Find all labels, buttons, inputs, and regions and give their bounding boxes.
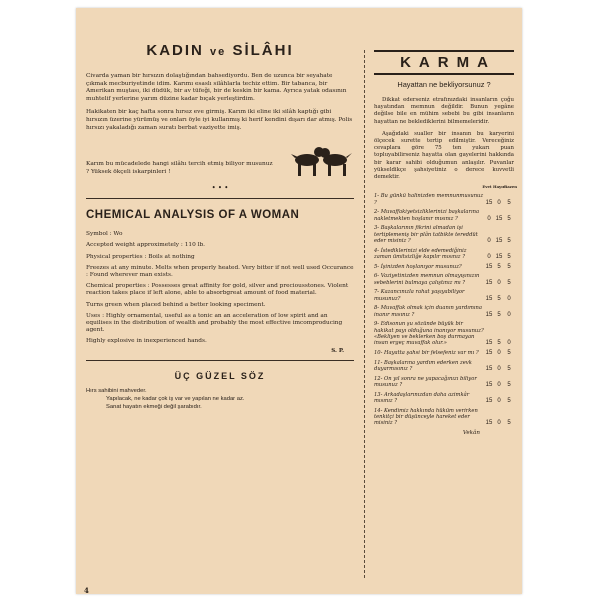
question-score: 5 [497, 263, 501, 270]
saying-line: Yapılacak, ne kadar çok iş var ve yapılan ne kadar az. [106, 395, 245, 402]
question-score: 0 [497, 199, 501, 206]
question-score: 15 [485, 420, 493, 427]
karma-intro: Dikkat ederseniz etrafınızdaki insanların çoğu hayatından memnun değildir. Bunun yegâne değilse bile en mühim sebebi bu gibi insanların hayattan ne beklediklerini bilmemeleridir. [374, 97, 514, 125]
question-text: 11- Başkalarına yardım ederken zevk duyarmısınız ? [374, 359, 472, 373]
kadin-paragraph: Karım bu mücadelede hangi silâhı tercih etmiş biliyor musunuz ? Yüksek ökçeli iskarpinleri ! [86, 160, 273, 175]
question-row [374, 408, 514, 427]
question-score: 0 [507, 295, 511, 302]
question-score: 0 [507, 340, 511, 347]
question-text: 2- Muvaffakiyetsizliklerinizi başkalarına nakletmekten hoşlanır mısınız ? [374, 209, 480, 222]
kadin-paragraph: Civarda yaman bir hırsızın dolaştığından bahsediyordu. Ben de uzunca bir seyahate çıkmak mecburiyetinde idim. Karımı esaslı silâhlarla techiz ettim. Bir tabanca, bir Amerikan muştası, iki düdük, bir av tüfeği, bir de keskin bir kama. Ayrıca yatak odasının muhtelif yerlerine yarım düzine kadar bıçak yerleştirdim. [86, 73, 347, 102]
section-ornament: • • • [211, 184, 229, 193]
page-number: 4 [84, 586, 89, 594]
question-row [374, 225, 514, 244]
question-text: 13- Arkadaşlarınızdan daha azimkâr mısınız ? [374, 391, 470, 405]
question-text: 7- Kazancınızla rahat yaşıyabiliyor musunuz? [374, 289, 465, 302]
kadin-article [86, 73, 354, 182]
question-score: 15 [495, 215, 503, 222]
fighting-dogs-illustration [290, 138, 354, 182]
question-score: 15 [485, 350, 493, 357]
chemical-row: Highly explosive in inexperienced hands. [86, 338, 207, 345]
left-column [86, 42, 354, 411]
saying-line: Sanat hayatın ekmeği değil şarabıdır. [106, 404, 202, 410]
karma-intro: Aşağıdaki sualler bir insanın bu karyerini ölçecek surette tertip edilmiştir. Vereceğiniz cevaplara göre 75 ten yukarı puan topluyabilirseniz hayatta olan gayelerini hakkında bir karar sahibi olduğumun anlaşılır. Puvanlar yükseldikçe şahsiyetiniz o derece kuvvetli demektir. [374, 130, 514, 181]
kadin-title: KADIN ve SİLÂHI [146, 42, 294, 59]
right-column [374, 50, 518, 437]
question-score: 15 [485, 311, 493, 318]
question-score: 15 [485, 398, 493, 405]
question-text: 1- Bu günkü halinizden memnunmusunuz ? [374, 193, 484, 206]
question-score: 15 [485, 382, 493, 389]
question-text: 8- Muvaffak olmak için duanın yardımına inanır mısınız ? [374, 305, 482, 318]
saying-line: Hırs sahibini mahveder. [86, 387, 147, 394]
question-score: 0 [497, 420, 501, 427]
question-row [374, 360, 514, 373]
chemical-signature: S. P. [331, 347, 344, 354]
question-text: 3- Başkalarının fikrini almadan işi tertiplemeniş bir plân tatbikte tereddüt eder misiniz ? [374, 225, 478, 245]
question-text: 14- Kendimiz hakkında hüküm verirken tenkitçi bir düşünceyle hareket eder misiniz ? [374, 407, 478, 427]
question-score: 0 [507, 311, 511, 318]
chemical-list [86, 231, 354, 345]
karma-footer: Vekân [462, 430, 480, 437]
section-rule [86, 360, 354, 361]
question-score: 0 [497, 350, 501, 357]
score-column-headers [374, 184, 518, 190]
section-rule [86, 198, 354, 199]
question-score: 5 [507, 382, 511, 389]
question-score: 15 [485, 340, 493, 347]
question-score: 5 [507, 420, 511, 427]
question-score: 5 [507, 366, 511, 373]
question-text: 10- Hayatta şahsi bir felsefeniz var mı ? [374, 350, 479, 357]
question-score: 5 [497, 311, 501, 318]
uc-guzel-soz-title: ÜÇ GÜZEL SÖZ [174, 370, 266, 381]
question-row [374, 289, 514, 302]
karma-title: KARMA [400, 54, 496, 71]
question-score: 5 [507, 350, 511, 357]
question-score: 15 [485, 279, 493, 286]
question-list [374, 193, 514, 427]
chemical-row: Physical properties : Boils at nothing [86, 253, 195, 260]
question-row [374, 273, 514, 286]
question-score: 5 [507, 279, 511, 286]
question-score: 15 [485, 199, 493, 206]
question-score: 15 [495, 238, 503, 245]
question-text: 9- Edisonun şu sözünde büyük bir hakikat payı olduğuna inanıyor musunuz? «Bekliyen ve beklerken boş durmayan insan ergeç muvaffak olur.» [374, 321, 484, 347]
magazine-page [76, 8, 522, 594]
question-score: 5 [497, 340, 501, 347]
question-score: 5 [507, 199, 511, 206]
chemical-row: Accepted weight approximetely : 110 lb. [86, 242, 206, 249]
chemical-row: Chemical properties : Possesses great affinity for gold, silver and preciousstones. Violent reaction takes place if left alone, able to absorbgreat amount of food material. [86, 283, 349, 297]
question-score: 0 [497, 366, 501, 373]
question-row [374, 264, 514, 270]
question-text: 6- Vaziyetinizden memnun olmayışınızın sebeblerini bulmaya çalıştınız mı ? [374, 273, 480, 286]
col-header: Bazen [504, 184, 518, 190]
question-score: 15 [485, 366, 493, 373]
kadin-paragraph: Hakikaten bir kaç hafta sonra hırsız eve girmiş. Karım iki eline iki silâh kaptığı gibi hırsızın üzerine yürümüş ve onları öyle iyi kullanmış ki herif kendini dışarı dar atmış. Polis hırsızı yakaladığı zaman suratı berbat vaziyette imiş. [86, 109, 353, 131]
question-row [374, 321, 514, 347]
question-row [374, 392, 514, 405]
question-row [374, 193, 514, 206]
question-score: 5 [507, 215, 511, 222]
question-score: 0 [487, 254, 491, 261]
col-header: Hayır [493, 184, 505, 190]
chemical-title: CHEMICAL ANALYSIS OF A WOMAN [86, 209, 300, 222]
chemical-row: Freezes at any minute. Melts when properly heated. Very bitter if not well used Occurance : Found wherever man exists. [86, 264, 354, 278]
question-score: 5 [507, 398, 511, 405]
question-row [374, 248, 514, 261]
question-score: 5 [507, 263, 511, 270]
chemical-row: Uses : Highly ornamental, useful as a tonic an an acceleration of low spirit and an equilises in the distribution of wealth and probably the most effective imcomproducing agent. [86, 312, 343, 334]
chemical-row: Turns green when placed behind a better looking speciment. [86, 301, 266, 308]
question-score: 0 [497, 398, 501, 405]
uc-guzel-soz-lines [86, 387, 354, 412]
question-row [374, 209, 514, 222]
question-score: 0 [487, 238, 491, 245]
chemical-row: Symbol : Wo [86, 231, 123, 238]
question-score: 0 [497, 279, 501, 286]
question-score: 15 [485, 263, 493, 270]
question-text: 4- İstediklerinizi elde edemediğiniz zaman ümitsizliğe kapılır mısınız ? [374, 247, 467, 261]
question-score: 5 [507, 254, 511, 261]
question-text: 5- İşinizden hoşlanıyor musunuz? [374, 263, 462, 270]
question-row [374, 305, 514, 318]
column-divider [364, 50, 365, 578]
question-score: 15 [495, 254, 503, 261]
col-header: Evet [482, 184, 492, 190]
question-score: 0 [497, 382, 501, 389]
question-row [374, 376, 514, 389]
question-row [374, 350, 514, 356]
karma-title-box [374, 50, 514, 75]
question-score: 15 [485, 295, 493, 302]
karma-subtitle: Hayattan ne bekliyorsunuz ? [397, 80, 491, 89]
question-text: 12- On yıl sonra ne yapacağınızı biliyor musunuz ? [374, 375, 477, 389]
question-score: 0 [487, 215, 491, 222]
question-score: 5 [497, 295, 501, 302]
question-score: 5 [507, 238, 511, 245]
